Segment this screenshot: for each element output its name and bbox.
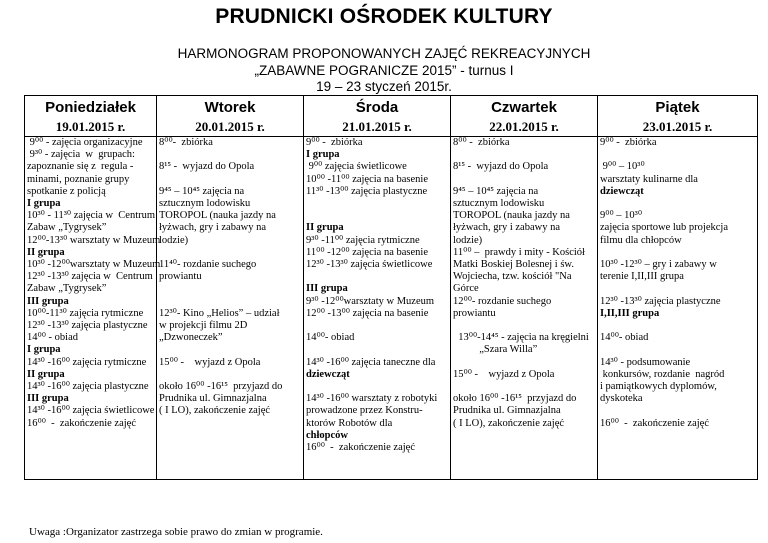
schedule-line: I grupa — [27, 198, 61, 210]
schedule-line: 12³⁰- Kino „Helios” – udział — [159, 307, 280, 319]
schedule-line — [159, 174, 301, 186]
schedule-line: Matki Boskiej Bolesnej i św. — [453, 259, 574, 271]
schedule-line: Wojciecha, tzw. kościół "Na — [453, 271, 572, 283]
schedule-line: 14³⁰ -16⁰⁰ warsztaty z robotyki — [306, 393, 438, 405]
schedule-line: ( I LO), zakończenie zajęć — [159, 405, 271, 417]
schedule-line: łyżwach, gry i zabawy na — [453, 222, 560, 234]
schedule-line — [159, 149, 301, 161]
schedule-line — [159, 283, 301, 295]
schedule-line — [159, 369, 301, 381]
organization-title: PRUDNICKI OŚRODEK KULTURY — [215, 5, 553, 28]
schedule-line: dziewcząt — [600, 185, 644, 197]
schedule-line: 13⁰⁰-14⁴⁵ - zajęcia na kręgielni — [453, 332, 589, 344]
schedule-line — [159, 247, 301, 259]
schedule-line — [453, 381, 595, 393]
schedule-line: II grupa — [27, 246, 65, 258]
schedule-line — [453, 149, 595, 161]
schedule-line: I grupa — [27, 344, 61, 356]
schedule-line: lodzie) — [159, 234, 189, 246]
schedule-line: 9³⁰ - zajęcia w grupach: — [27, 149, 135, 161]
schedule-line: zajęcia sportowe lub projekcja — [600, 222, 728, 234]
schedule-line: 14⁰⁰- obiad — [306, 332, 355, 344]
date-friday: 23.01.2015 r. — [598, 118, 758, 137]
schedule-line: zapoznanie się z regula - — [27, 161, 134, 173]
date-tuesday: 20.01.2015 r. — [157, 118, 304, 137]
schedule-line: 15⁰⁰ - wyjazd z Opola — [453, 368, 555, 380]
schedule-line: 9⁰⁰ - zbiórka — [306, 137, 363, 148]
schedule-line: Zabaw „Tygrysek” — [27, 222, 107, 234]
schedule-line: w projekcji filmu 2D — [159, 320, 248, 332]
schedule-line — [306, 210, 448, 222]
date-monday: 19.01.2015 r. — [25, 118, 157, 137]
schedule-line: 10³⁰ -12⁰⁰warsztaty w Muzeum — [27, 259, 161, 271]
schedule-table — [24, 95, 758, 480]
schedule-line: 12³⁰ -13³⁰ zajęcia w Centrum — [27, 271, 153, 283]
schedule-line: III grupa — [27, 393, 69, 405]
schedule-line: 11⁰⁰ -12⁰⁰ zajęcia na basenie — [306, 246, 428, 258]
schedule-line: 9⁰⁰ – 10³⁰ — [600, 161, 645, 173]
schedule-line: III grupa — [27, 295, 69, 307]
disclaimer-note: Uwaga :Organizator zastrzega sobie prawo do zmian w programie. — [29, 526, 323, 538]
schedule-line: 8⁰⁰ - zbiórka — [453, 137, 510, 148]
schedule-line: terenie I,II,III grupa — [600, 271, 684, 283]
schedule-line — [453, 320, 595, 332]
schedule-line: II grupa — [27, 368, 65, 380]
schedule-line: 9⁰⁰ - zajęcia organizacyjne — [27, 137, 143, 148]
schedule-line: 11⁰⁰ – prawdy i mity - Kościół — [453, 246, 585, 258]
schedule-line: 11⁴⁰- rozdanie suchego — [159, 259, 257, 271]
day-name-wednesday: Środa — [304, 96, 451, 119]
schedule-line: sztucznym lodowisku — [159, 198, 251, 210]
schedule-line: dyskoteka — [600, 393, 643, 405]
schedule-line: ktorów Robotów dla — [306, 417, 393, 429]
schedule-line: TOROPOL (nauka jazdy na — [159, 210, 276, 222]
activities-friday — [598, 137, 758, 480]
schedule-line: sztucznym lodowisku — [453, 198, 545, 210]
schedule-line: III grupa — [306, 283, 348, 295]
schedule-line: 9⁴⁵ – 10⁴⁵ zajęcia na — [453, 185, 539, 197]
activities-tuesday — [157, 137, 304, 480]
day-name-thursday: Czwartek — [451, 96, 598, 119]
schedule-line: 9⁰⁰ zajęcia świetlicowe — [306, 161, 407, 173]
schedule-line: 9⁰⁰ – 10³⁰ — [600, 210, 643, 222]
day-names-row — [25, 96, 758, 119]
schedule-line: 10⁰⁰ -11⁰⁰ zajęcia na basenie — [306, 173, 428, 185]
schedule-line: 12³⁰ -13³⁰ zajęcia plastyczne — [600, 295, 721, 307]
event-name: „ZABAWNE POGRANICZE 2015” - turnus I — [254, 63, 514, 78]
schedule-line: 15⁰⁰ - wyjazd z Opola — [159, 356, 261, 368]
schedule-line: 16⁰⁰ - zakończenie zajęć — [27, 417, 136, 429]
schedule-line — [306, 271, 448, 283]
schedule-line: TOROPOL (nauka jazdy na — [453, 210, 570, 222]
schedule-line: dziewcząt — [306, 368, 350, 380]
schedule-line — [600, 247, 755, 259]
schedule-line: „Szara Willa” — [453, 344, 538, 356]
dates-row — [25, 118, 758, 137]
schedule-line: 11³⁰ -13⁰⁰ zajęcia plastyczne — [306, 185, 428, 197]
schedule-line: filmu dla chłopców — [600, 234, 682, 246]
schedule-line: 12³⁰ -13³⁰ zajęcia plastyczne — [27, 320, 148, 332]
schedule-line: 9³⁰ -12⁰⁰warsztaty w Muzeum — [306, 295, 435, 307]
schedule-line: 9³⁰ -11⁰⁰ zajęcia rytmiczne — [306, 234, 420, 246]
schedule-line: 14³⁰ -16⁰⁰ zajęcia rytmiczne — [27, 356, 147, 368]
schedule-line: ( I LO), zakończenie zajęć — [453, 417, 565, 429]
schedule-line: 14³⁰ -16⁰⁰ zajęcia świetlicowe — [27, 405, 155, 417]
schedule-line: Górce — [453, 283, 479, 295]
schedule-line — [306, 320, 448, 332]
schedule-line: prowiantu — [453, 307, 496, 319]
activities-thursday — [451, 137, 598, 480]
schedule-line: „Dzwoneczek” — [159, 332, 223, 344]
activities-monday — [25, 137, 161, 480]
schedule-line: łyżwach, gry i zabawy na — [159, 222, 266, 234]
day-name-tuesday: Wtorek — [157, 96, 304, 119]
schedule-line: 8¹⁵ - wyjazd do Opola — [159, 161, 255, 173]
schedule-line: 9⁴⁵ – 10⁴⁵ zajęcia na — [159, 185, 245, 197]
date-thursday: 22.01.2015 r. — [451, 118, 598, 137]
day-name-friday: Piątek — [598, 96, 758, 119]
schedule-line: 12⁰⁰ -13⁰⁰ zajęcia na basenie — [306, 307, 429, 319]
schedule-line — [306, 381, 448, 393]
schedule-line: 10³⁰ -12³⁰ – gry i zabawy w — [600, 259, 717, 271]
schedule-line — [600, 320, 755, 332]
schedule-line: konkursów, rozdanie nagród — [600, 368, 725, 380]
event-dates: 19 – 23 styczeń 2015r. — [316, 79, 452, 94]
schedule-subtitle: HARMONOGRAM PROPONOWANYCH ZAJĘĆ REKREACYJNYCH — [177, 46, 591, 61]
schedule-line: prowiantu — [159, 271, 202, 283]
schedule-line: i pamiątkowych dyplomów, — [600, 381, 717, 393]
schedule-line: 14³⁰ -16⁰⁰ zajęcia plastyczne — [27, 381, 149, 393]
schedule-line — [600, 283, 755, 295]
schedule-line: 14⁰⁰ - obiad — [27, 332, 78, 344]
schedule-line — [306, 344, 448, 356]
schedule-line: II grupa — [306, 222, 344, 234]
schedule-line: Zabaw „Tygrysek” — [27, 283, 107, 295]
schedule-line: 14³⁰ -16⁰⁰ zajęcia taneczne dla — [306, 356, 436, 368]
schedule-line: 12⁰⁰-13³⁰ warsztaty w Muzeum — [27, 234, 161, 246]
activities-row — [25, 137, 758, 480]
schedule-line — [159, 296, 301, 308]
schedule-line: spotkanie z policją — [27, 185, 106, 197]
schedule-line: warsztaty kulinarne dla — [600, 173, 698, 185]
schedule-line: 16⁰⁰ - zakończenie zajęć — [600, 417, 709, 429]
schedule-line — [453, 174, 595, 186]
schedule-line — [453, 357, 595, 369]
schedule-line: I,II,III grupa — [600, 307, 660, 319]
schedule-line: 14³⁰ - podsumowanie — [600, 356, 691, 368]
schedule-line — [600, 198, 755, 210]
date-wednesday: 21.01.2015 r. — [304, 118, 451, 137]
schedule-line — [306, 198, 448, 210]
schedule-line: 12³⁰ -13³⁰ zajęcia świetlicowe — [306, 259, 433, 271]
schedule-line — [600, 405, 755, 417]
schedule-line: 14⁰⁰- obiad — [600, 332, 649, 344]
schedule-line: 16⁰⁰ - zakończenie zajęć — [306, 442, 415, 454]
day-name-monday: Poniedziałek — [25, 96, 157, 119]
schedule-line — [600, 149, 755, 161]
schedule-line: 8⁰⁰- zbiórka — [159, 137, 213, 148]
schedule-line: Prudnika ul. Gimnazjalna — [453, 405, 561, 417]
schedule-line: minami, poznanie grupy — [27, 173, 130, 185]
schedule-line: chłopców — [306, 429, 348, 441]
schedule-line: lodzie) — [453, 234, 483, 246]
schedule-line: 12⁰⁰- rozdanie suchego — [453, 295, 552, 307]
schedule-line: 8¹⁵ - wyjazd do Opola — [453, 161, 549, 173]
schedule-line: prowadzone przez Konstru- — [306, 405, 423, 417]
schedule-line — [159, 344, 301, 356]
schedule-line: I grupa — [306, 149, 340, 161]
schedule-line: około 16⁰⁰ -16¹⁵ przyjazd do — [453, 393, 577, 405]
schedule-line: 10³⁰ - 11³⁰ zajęcia w Centrum — [27, 210, 156, 222]
schedule-line: Prudnika ul. Gimnazjalna — [159, 393, 267, 405]
schedule-line — [600, 344, 755, 356]
schedule-line: 9⁰⁰ - zbiórka — [600, 137, 657, 148]
schedule-line: około 16⁰⁰ -16¹⁵ przyjazd do — [159, 381, 283, 393]
schedule-line: 10⁰⁰-11³⁰ zajęcia rytmiczne — [27, 307, 144, 319]
activities-wednesday — [304, 137, 451, 480]
